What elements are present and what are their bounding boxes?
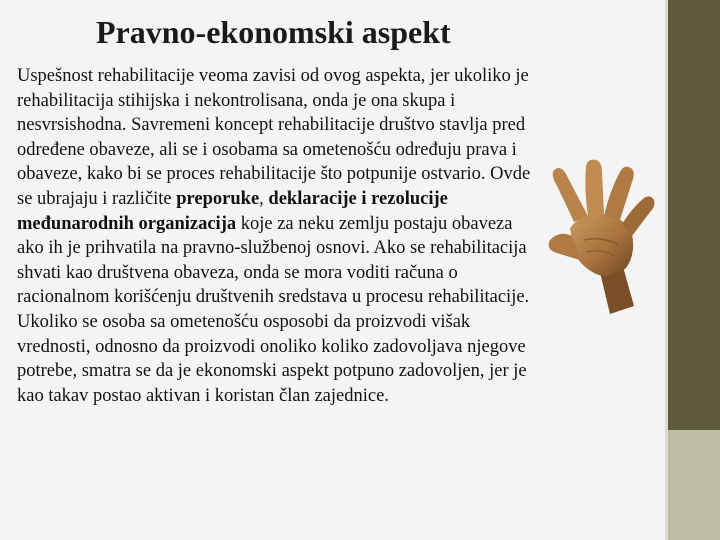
body-separator: , xyxy=(259,188,269,209)
slide-title: Pravno-ekonomski aspekt xyxy=(96,14,451,50)
body-bold-declarations: deklaracije i rezolucije međunarodnih organizacija xyxy=(17,188,448,234)
sidebar-band-light xyxy=(668,430,720,540)
body-bold-recommendations: preporuke xyxy=(176,188,260,209)
sidebar-band-dark xyxy=(668,0,720,430)
body-text-part-1: Uspešnost rehabilitacije veoma zavisi od ovog aspekta, jer ukoliko je rehabilitacija stihijska i nekontrolisana, onda je ona skupa i nesvrsishodna. Savremeni koncept rehabilitacije društvo stavlja pred određene obaveze, ali se i osobama sa ometenošću određuju prava i obaveze, kako bi se proces rehabilitacije što potpunije ostvario. Ovde se ubrajaju i različite xyxy=(17,66,531,209)
body-text-part-2: koje za neku zemlju postaju obaveza ako ih je prihvatila na pravno-službenoj osnovi. Ako se rehabilitacija shvati kao društvena obaveza, onda se mora voditi računa o racionalnom korišćenju društvenih sredstava u procesu rehabilitacije. Ukoliko se osoba sa ometenošću osposobi da proizvodi višak vrednosti, odnosno da proizvodi onoliko koliko zadovoljava njegove potrebe, smatra se da je ekonomski aspekt potpuno zadovoljen, jer je kao takav postao aktivan i koristan član zajednice. xyxy=(17,213,530,406)
raised-hand-icon xyxy=(540,156,664,314)
body-paragraph xyxy=(17,64,537,408)
